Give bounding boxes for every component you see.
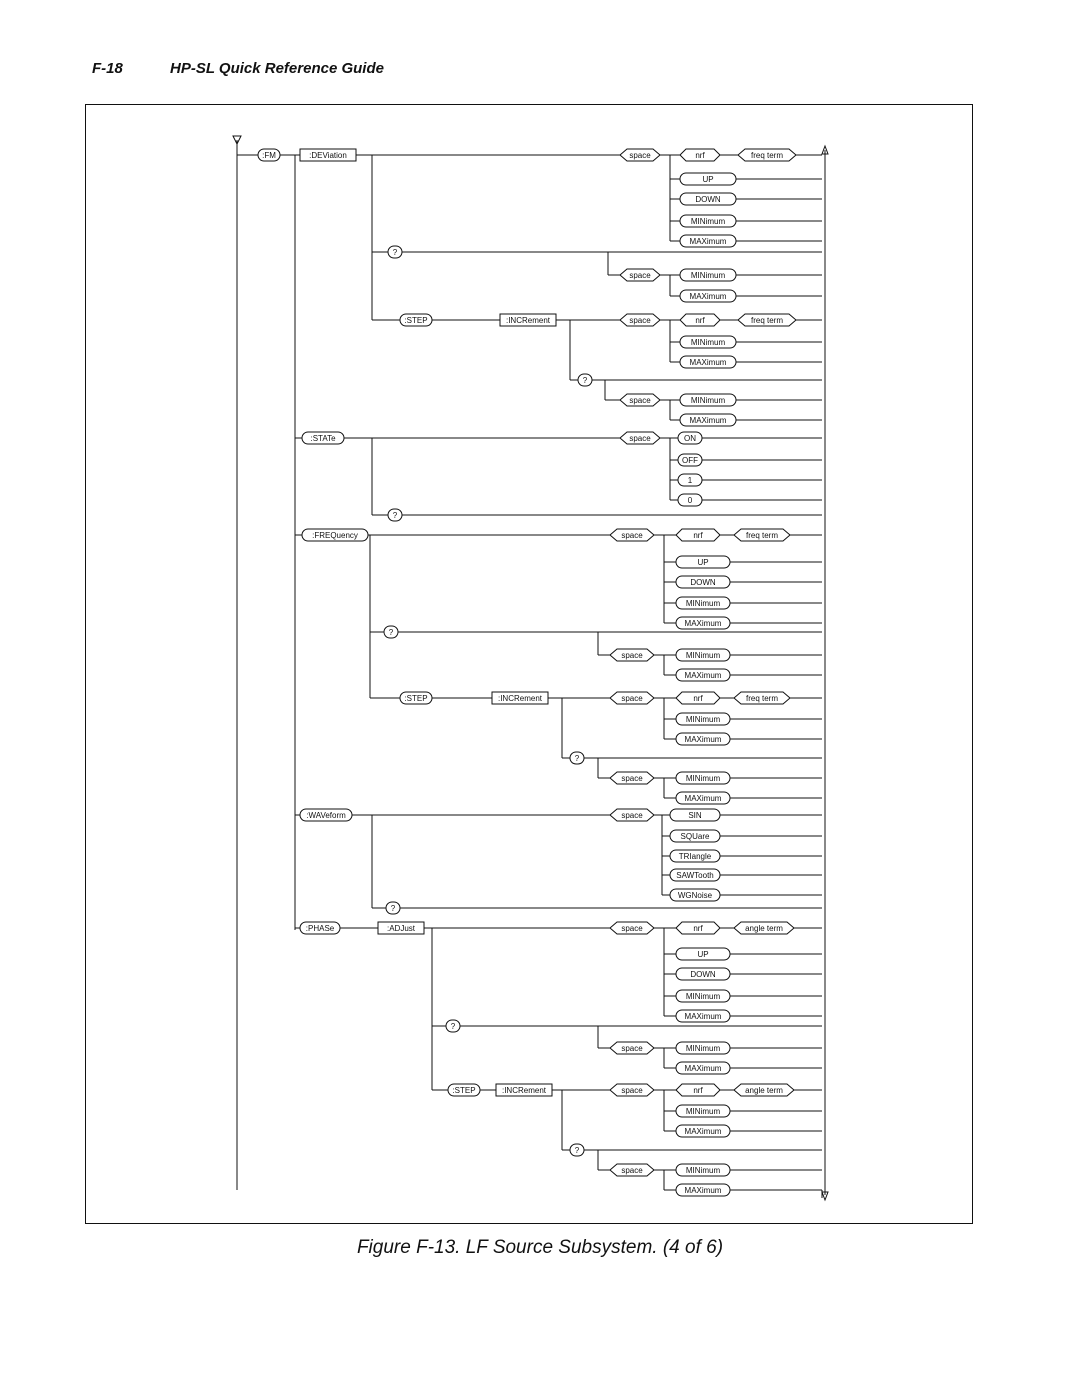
query-node: ? xyxy=(574,754,580,763)
minimum-option: MINimum xyxy=(685,774,721,783)
freq-term-node: freq term xyxy=(745,694,779,703)
one-option: 1 xyxy=(687,476,693,485)
minimum-option: MINimum xyxy=(685,1166,721,1175)
space-node: space xyxy=(629,151,651,160)
increment-node: :INCRement xyxy=(505,316,551,325)
adjust-node: :ADJust xyxy=(386,924,416,933)
down-option: DOWN xyxy=(695,195,721,204)
freq-term-node: freq term xyxy=(750,151,784,160)
minimum-option: MINimum xyxy=(690,396,726,405)
space-node: space xyxy=(621,811,643,820)
down-option: DOWN xyxy=(690,578,716,587)
space-node: space xyxy=(621,774,643,783)
query-node: ? xyxy=(450,1022,456,1031)
angle-term-node: angle term xyxy=(745,924,783,933)
space-node: space xyxy=(621,924,643,933)
maximum-option: MAXimum xyxy=(689,358,727,367)
query-node: ? xyxy=(582,376,588,385)
phase-node: :PHASe xyxy=(305,924,335,933)
nrf-node: nrf xyxy=(693,694,703,703)
maximum-option: MAXimum xyxy=(684,794,722,803)
maximum-option: MAXimum xyxy=(689,292,727,301)
nrf-node: nrf xyxy=(693,924,703,933)
space-node: space xyxy=(629,271,651,280)
space-node: space xyxy=(621,1086,643,1095)
nrf-node: nrf xyxy=(695,316,705,325)
space-node: space xyxy=(621,531,643,540)
space-node: space xyxy=(621,1044,643,1053)
nrf-node: nrf xyxy=(693,531,703,540)
minimum-option: MINimum xyxy=(690,217,726,226)
minimum-option: MINimum xyxy=(685,715,721,724)
space-node: space xyxy=(629,316,651,325)
space-node: space xyxy=(629,434,651,443)
waveform-node: :WAVeform xyxy=(306,811,346,820)
deviation-node: :DEViation xyxy=(309,151,347,160)
query-node: ? xyxy=(392,511,398,520)
maximum-option: MAXimum xyxy=(689,237,727,246)
minimum-option: MINimum xyxy=(690,271,726,280)
minimum-option: MINimum xyxy=(685,1107,721,1116)
increment-node: :INCRement xyxy=(497,694,543,703)
page-number: F-18 xyxy=(92,60,123,77)
step-node: :STEP xyxy=(404,316,428,325)
space-node: space xyxy=(621,1166,643,1175)
minimum-option: MINimum xyxy=(685,599,721,608)
query-node: ? xyxy=(390,904,396,913)
query-node: ? xyxy=(392,248,398,257)
space-node: space xyxy=(621,651,643,660)
figure-caption: Figure F-13. LF Source Subsystem. (4 of 6) xyxy=(356,1237,724,1258)
space-node: space xyxy=(621,694,643,703)
down-option: DOWN xyxy=(690,970,716,979)
up-option: UP xyxy=(702,175,714,184)
space-node: space xyxy=(629,396,651,405)
maximum-option: MAXimum xyxy=(684,1012,722,1021)
up-option: UP xyxy=(697,950,709,959)
frequency-node: :FREQuency xyxy=(312,531,358,540)
maximum-option: MAXimum xyxy=(684,671,722,680)
minimum-option: MINimum xyxy=(685,1044,721,1053)
query-node: ? xyxy=(574,1146,580,1155)
maximum-option: MAXimum xyxy=(684,1186,722,1195)
maximum-option: MAXimum xyxy=(689,416,727,425)
wgnoise-option: WGNoise xyxy=(677,891,713,900)
query-node: ? xyxy=(388,628,394,637)
nrf-node: nrf xyxy=(695,151,705,160)
minimum-option: MINimum xyxy=(685,651,721,660)
up-option: UP xyxy=(697,558,709,567)
nrf-node: nrf xyxy=(693,1086,703,1095)
step-node: :STEP xyxy=(452,1086,476,1095)
sin-option: SIN xyxy=(688,811,702,820)
increment-node: :INCRement xyxy=(501,1086,547,1095)
angle-term-node: angle term xyxy=(745,1086,783,1095)
maximum-option: MAXimum xyxy=(684,1064,722,1073)
square-option: SQUare xyxy=(680,832,710,841)
off-option: OFF xyxy=(682,456,698,465)
maximum-option: MAXimum xyxy=(684,735,722,744)
maximum-option: MAXimum xyxy=(684,1127,722,1136)
minimum-option: MINimum xyxy=(690,338,726,347)
maximum-option: MAXimum xyxy=(684,619,722,628)
on-option: ON xyxy=(684,434,696,443)
state-node: :STATe xyxy=(310,434,336,443)
freq-term-node: freq term xyxy=(750,316,784,325)
step-node: :STEP xyxy=(404,694,428,703)
minimum-option: MINimum xyxy=(685,992,721,1001)
sawtooth-option: SAWTooth xyxy=(676,871,714,880)
triangle-option: TRIangle xyxy=(678,852,712,861)
zero-option: 0 xyxy=(687,496,693,505)
guide-title: HP-SL Quick Reference Guide xyxy=(170,60,384,77)
fm-node: :FM xyxy=(262,151,276,160)
freq-term-node: freq term xyxy=(745,531,779,540)
